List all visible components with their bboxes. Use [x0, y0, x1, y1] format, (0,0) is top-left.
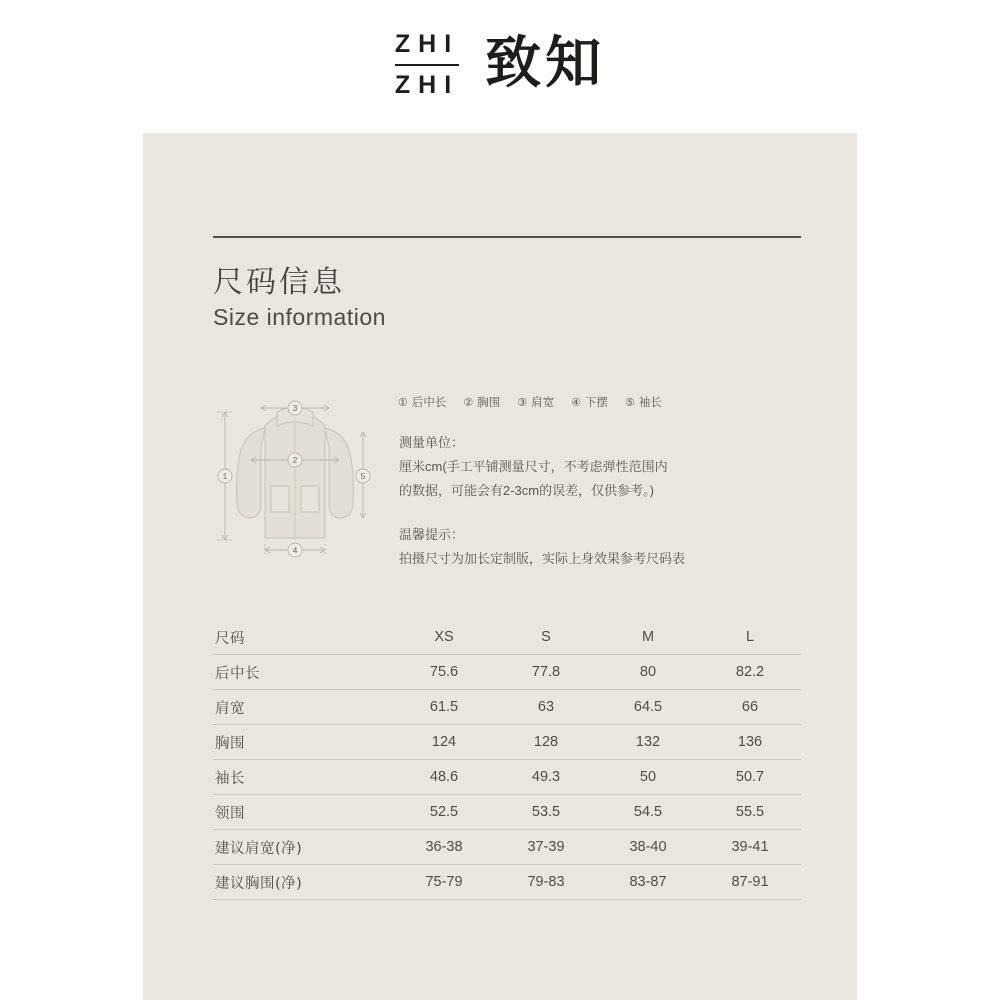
legend-item-1: [398, 394, 446, 410]
table-row: [213, 655, 801, 690]
page-title: 尺码信息: [213, 265, 345, 300]
row-label-shoulder-width: 肩宽: [213, 690, 393, 725]
legend-item-2: [463, 394, 500, 410]
brand-latin-row-2-letter-1: Z: [394, 71, 419, 99]
warm-reminder-note-line-1: 温馨提示：: [399, 527, 465, 542]
circled-number-3-icon: ③: [517, 396, 528, 409]
size-info-card: [143, 133, 857, 1000]
warm-reminder-note-line-2: 拍摄尺寸为加长定制版，实际上身效果参考尺码表: [399, 551, 686, 567]
brand-latin-row-1-letter-1: Z: [394, 30, 419, 58]
cell-sleeve-length-xs: 48.6: [393, 760, 495, 795]
brand-chinese-name: 致知: [485, 31, 606, 96]
cell-back-length-s: 77.8: [495, 655, 597, 690]
table-header-row: [213, 620, 801, 655]
brand-latin-row-2: [395, 73, 459, 98]
cell-sleeve-length-m: 50: [597, 760, 699, 795]
cell-recommended-chest-s: 79-83: [495, 865, 597, 900]
row-label-back-length: 后中长: [213, 655, 393, 690]
legend-item-4: [571, 394, 608, 410]
cell-chest-s: 128: [495, 725, 597, 760]
svg-text:5: 5: [360, 471, 366, 481]
circled-number-2-icon: ②: [463, 396, 474, 409]
cell-back-length-m: 80: [597, 655, 699, 690]
cell-back-length-xs: 75.6: [393, 655, 495, 690]
table-row: [213, 830, 801, 865]
divider: [213, 236, 801, 238]
cell-recommended-chest-xs: 75-79: [393, 865, 495, 900]
table-row: [213, 865, 801, 900]
brand-logo: [0, 0, 1000, 130]
cell-collar-xs: 52.5: [393, 795, 495, 830]
size-table-body: [213, 655, 801, 900]
brand-latin-row-1: [395, 32, 459, 66]
column-header-size: 尺码: [213, 620, 393, 655]
column-header-l: L: [699, 620, 801, 655]
column-header-m: M: [597, 620, 699, 655]
cell-back-length-l: 82.2: [699, 655, 801, 690]
cell-sleeve-length-l: 50.7: [699, 760, 801, 795]
measurement-unit-note-line-3: 的数据，可能会有2-3cm的误差，仅供参考。): [399, 483, 654, 499]
cell-shoulder-width-l: 66: [699, 690, 801, 725]
table-row: [213, 725, 801, 760]
brand-latin-row-1-letter-2: H: [418, 30, 445, 58]
cell-recommended-shoulder-s: 37-39: [495, 830, 597, 865]
cell-recommended-shoulder-m: 38-40: [597, 830, 699, 865]
warm-reminder-note: [399, 523, 799, 571]
svg-text:3: 3: [292, 403, 298, 413]
cell-recommended-chest-l: 87-91: [699, 865, 801, 900]
row-label-chest: 胸围: [213, 725, 393, 760]
legend-item-3-label: 肩宽: [531, 397, 555, 409]
cell-sleeve-length-s: 49.3: [495, 760, 597, 795]
table-row: [213, 690, 801, 725]
brand-latin-row-2-letter-2: H: [418, 71, 445, 99]
cell-shoulder-width-s: 63: [495, 690, 597, 725]
garment-diagram-svg: [203, 388, 393, 573]
table-row: [213, 760, 801, 795]
cell-chest-m: 132: [597, 725, 699, 760]
measurement-unit-note: [399, 431, 799, 503]
garment-diagram: [203, 388, 393, 573]
brand-latin-row-1-letter-3: I: [444, 30, 460, 58]
svg-text:1: 1: [222, 471, 228, 481]
row-label-recommended-chest: 建议胸围(净): [213, 865, 393, 900]
legend-item-1-label: 后中长: [411, 397, 447, 409]
measurement-legend: [398, 394, 818, 410]
cell-recommended-shoulder-xs: 36-38: [393, 830, 495, 865]
svg-text:4: 4: [292, 545, 298, 555]
measurement-unit-note-line-1: 测量单位：: [399, 435, 465, 450]
measurement-unit-note-line-2: 厘米cm(手工平铺测量尺寸，不考虑弹性范围内: [399, 459, 668, 475]
svg-text:2: 2: [292, 455, 298, 465]
table-row: [213, 795, 801, 830]
legend-item-5: [625, 394, 662, 410]
legend-item-5-label: 袖长: [638, 397, 662, 409]
cell-shoulder-width-m: 64.5: [597, 690, 699, 725]
circled-number-5-icon: ⑤: [625, 396, 635, 409]
cell-chest-l: 136: [699, 725, 801, 760]
row-label-sleeve-length: 袖长: [213, 760, 393, 795]
row-label-collar: 领围: [213, 795, 393, 830]
legend-item-3: [517, 394, 554, 410]
cell-recommended-chest-m: 83-87: [597, 865, 699, 900]
row-label-recommended-shoulder: 建议肩宽(净): [213, 830, 393, 865]
circled-number-4-icon: ④: [571, 396, 581, 409]
cell-chest-xs: 124: [393, 725, 495, 760]
cell-collar-s: 53.5: [495, 795, 597, 830]
cell-shoulder-width-xs: 61.5: [393, 690, 495, 725]
cell-recommended-shoulder-l: 39-41: [699, 830, 801, 865]
legend-item-4-label: 下摆: [585, 397, 608, 409]
cell-collar-m: 54.5: [597, 795, 699, 830]
cell-collar-l: 55.5: [699, 795, 801, 830]
legend-item-2-label: 胸围: [477, 397, 501, 409]
brand-latin-row-2-letter-3: I: [444, 71, 460, 99]
size-table: [213, 620, 801, 900]
circled-number-1-icon: ①: [398, 396, 408, 409]
brand-latin-lockup: [395, 32, 459, 98]
column-header-xs: XS: [393, 620, 495, 655]
page-subtitle: Size information: [213, 304, 386, 330]
size-table-head: [213, 620, 801, 655]
column-header-s: S: [495, 620, 597, 655]
